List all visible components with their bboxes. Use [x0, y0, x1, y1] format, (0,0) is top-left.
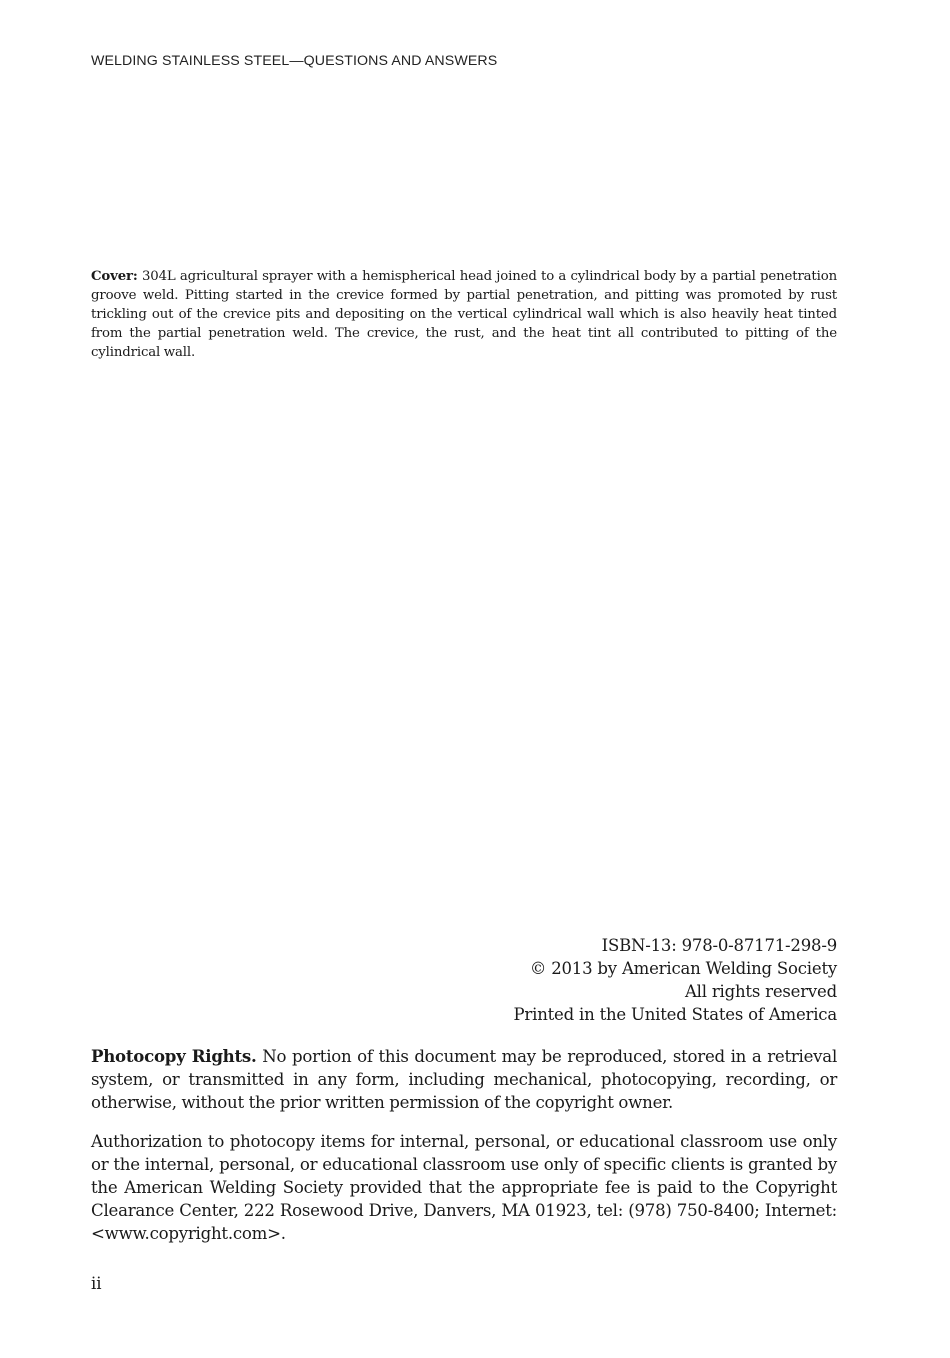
- cover-caption-lead: Cover:: [91, 269, 138, 284]
- cover-caption-text: 304L agricultural sprayer with a hemispherical head joined to a cylindrical body by a partial penetration groove weld. Pitting started in the crevice formed by partial penetration, and pitting was promoted by rust trickling out of the crevice pits and depositing on the vertical cylindrical wall which is also heavily heat tinted from the partial penetration weld. The crevice, the rust, and the heat tint all contributed to pitting of the cylindrical wall.: [91, 269, 837, 360]
- rights-line: All rights reserved: [684, 982, 837, 1001]
- copyright-line: © 2013 by American Welding Society: [529, 959, 837, 978]
- cover-caption: [91, 267, 837, 362]
- printed-line: Printed in the United States of America: [513, 1005, 837, 1024]
- page-number: ii: [91, 1274, 102, 1293]
- running-head: WELDING STAINLESS STEEL—QUESTIONS AND ANSWERS: [91, 53, 498, 69]
- authorization-paragraph: Authorization to photocopy items for internal, personal, or educational classroom use only or the internal, personal, or educational classroom use only of specific clients is granted by the American Welding Society provided that the appropriate fee is paid to the Copyright Clearance Center, 222 Rosewood Drive, Danvers, MA 01923, tel: (978) 750-8400; Internet: <www.copyright.com>.: [91, 1132, 837, 1243]
- imprint-block: [514, 934, 837, 1026]
- photocopy-rights-paragraph: [91, 1045, 837, 1114]
- isbn: ISBN-13: 978-0-87171-298-9: [601, 936, 837, 955]
- photocopy-rights-lead: Photocopy Rights.: [91, 1046, 257, 1066]
- photocopy-rights-text: No portion of this document may be reproduced, stored in a retrieval system, or transmitted in any form, including mechanical, photocopying, recording, or otherwise, without the prior written permission of the copyright owner.: [91, 1047, 838, 1112]
